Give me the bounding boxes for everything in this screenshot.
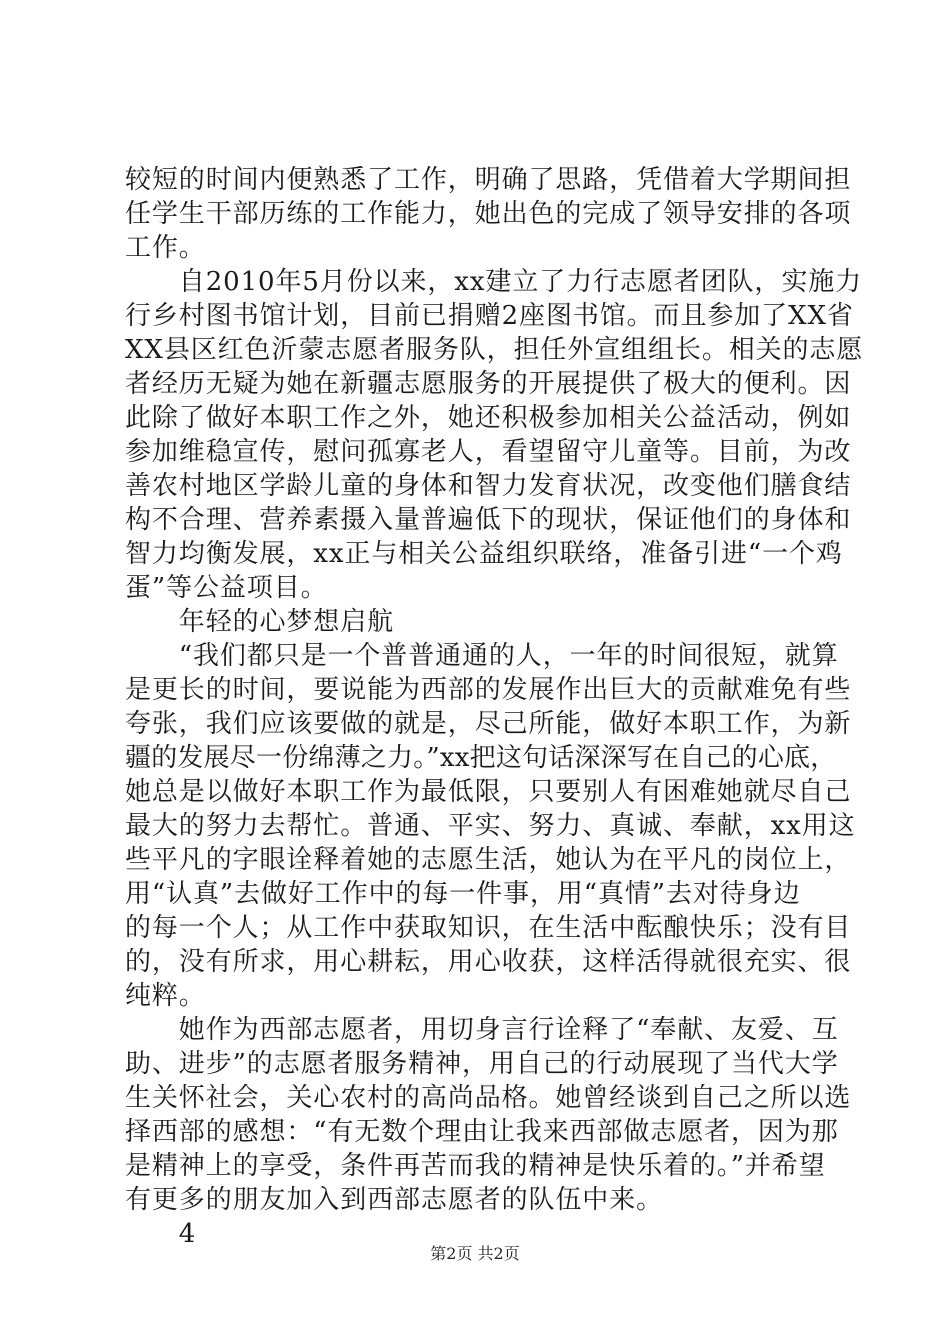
text-line: 工作。 bbox=[125, 233, 206, 263]
text-line: 者经历无疑为她在新疆志愿服务的开展提供了极大的便利。因 bbox=[125, 369, 852, 399]
text-line: 较短的时间内便熟悉了工作，明确了思路，凭借着大学期间担 bbox=[125, 165, 852, 195]
text-line: 的，没有所求，用心耕耘，用心收获，这样活得就很充实、很 bbox=[125, 947, 852, 977]
text-line: 有更多的朋友加入到西部志愿者的队伍中来。 bbox=[125, 1185, 664, 1215]
text-line: XX县区红色沂蒙志愿者服务队，担任外宣组组长。相关的志愿 bbox=[125, 335, 864, 365]
text-line: 蛋”等公益项目。 bbox=[125, 573, 328, 603]
text-line: 最大的努力去帮忙。普通、平实、努力、真诚、奉献，xx用这 bbox=[125, 811, 856, 841]
page-count-label: 第2页 共2页 bbox=[430, 1244, 520, 1263]
text-line: 的每一个人；从工作中获取知识，在生活中酝酿快乐；没有目 bbox=[125, 913, 852, 943]
text-line: “我们都只是一个普普通通的人，一年的时间很短，就算 bbox=[125, 641, 839, 671]
text-line: 助、进步”的志愿者服务精神，用自己的行动展现了当代大学 bbox=[125, 1049, 839, 1079]
text-line: 生关怀社会，关心农村的高尚品格。她曾经谈到自己之所以选 bbox=[125, 1083, 852, 1113]
text-line: 此除了做好本职工作之外，她还积极参加相关公益活动，例如 bbox=[125, 403, 852, 433]
text-line: 择西部的感想：“有无数个理由让我来西部做志愿者，因为那 bbox=[125, 1117, 839, 1147]
text-line: 自2010年5月份以来，xx建立了力行志愿者团队，实施力 bbox=[125, 267, 863, 297]
text-line: 疆的发展尽一份绵薄之力。”xx把这句话深深写在自己的心底， bbox=[125, 743, 837, 773]
text-line: 任学生干部历练的工作能力，她出色的完成了领导安排的各项 bbox=[125, 199, 852, 229]
document-body bbox=[125, 163, 864, 1251]
text-line: 纯粹。 bbox=[125, 981, 206, 1011]
text-line: 用“认真”去做好工作中的每一件事，用“真情”去对待身边 bbox=[125, 879, 801, 909]
text-line: 夸张，我们应该要做的就是，尽己所能，做好本职工作，为新 bbox=[125, 709, 852, 739]
text-line: 构不合理、营养素摄入量普遍低下的现状，保证他们的身体和 bbox=[125, 505, 852, 535]
text-line: 些平凡的字眼诠释着她的志愿生活，她认为在平凡的岗位上， bbox=[125, 845, 852, 875]
text-line: 她作为西部志愿者，用切身言行诠释了“奉献、友爱、互 bbox=[125, 1015, 839, 1045]
text-line: 参加维稳宣传，慰问孤寡老人，看望留守儿童等。目前，为改 bbox=[125, 437, 852, 467]
section-heading: 年轻的心梦想启航 bbox=[125, 607, 395, 637]
text-line: 行乡村图书馆计划，目前已捐赠2座图书馆。而且参加了XX省 bbox=[125, 301, 854, 331]
text-line: 善农村地区学龄儿童的身体和智力发育状况，改变他们膳食结 bbox=[125, 471, 852, 501]
page-number-marker: 4 bbox=[125, 1219, 197, 1249]
text-line: 她总是以做好本职工作为最低限，只要别人有困难她就尽自己 bbox=[125, 777, 852, 807]
text-line: 是精神上的享受，条件再苦而我的精神是快乐着的。”并希望 bbox=[125, 1151, 826, 1181]
text-line: 智力均衡发展，xx正与相关公益组织联络，准备引进“一个鸡 bbox=[125, 539, 843, 569]
text-line: 是更长的时间，要说能为西部的发展作出巨大的贡献难免有些 bbox=[125, 675, 852, 705]
page-footer bbox=[0, 1244, 950, 1264]
